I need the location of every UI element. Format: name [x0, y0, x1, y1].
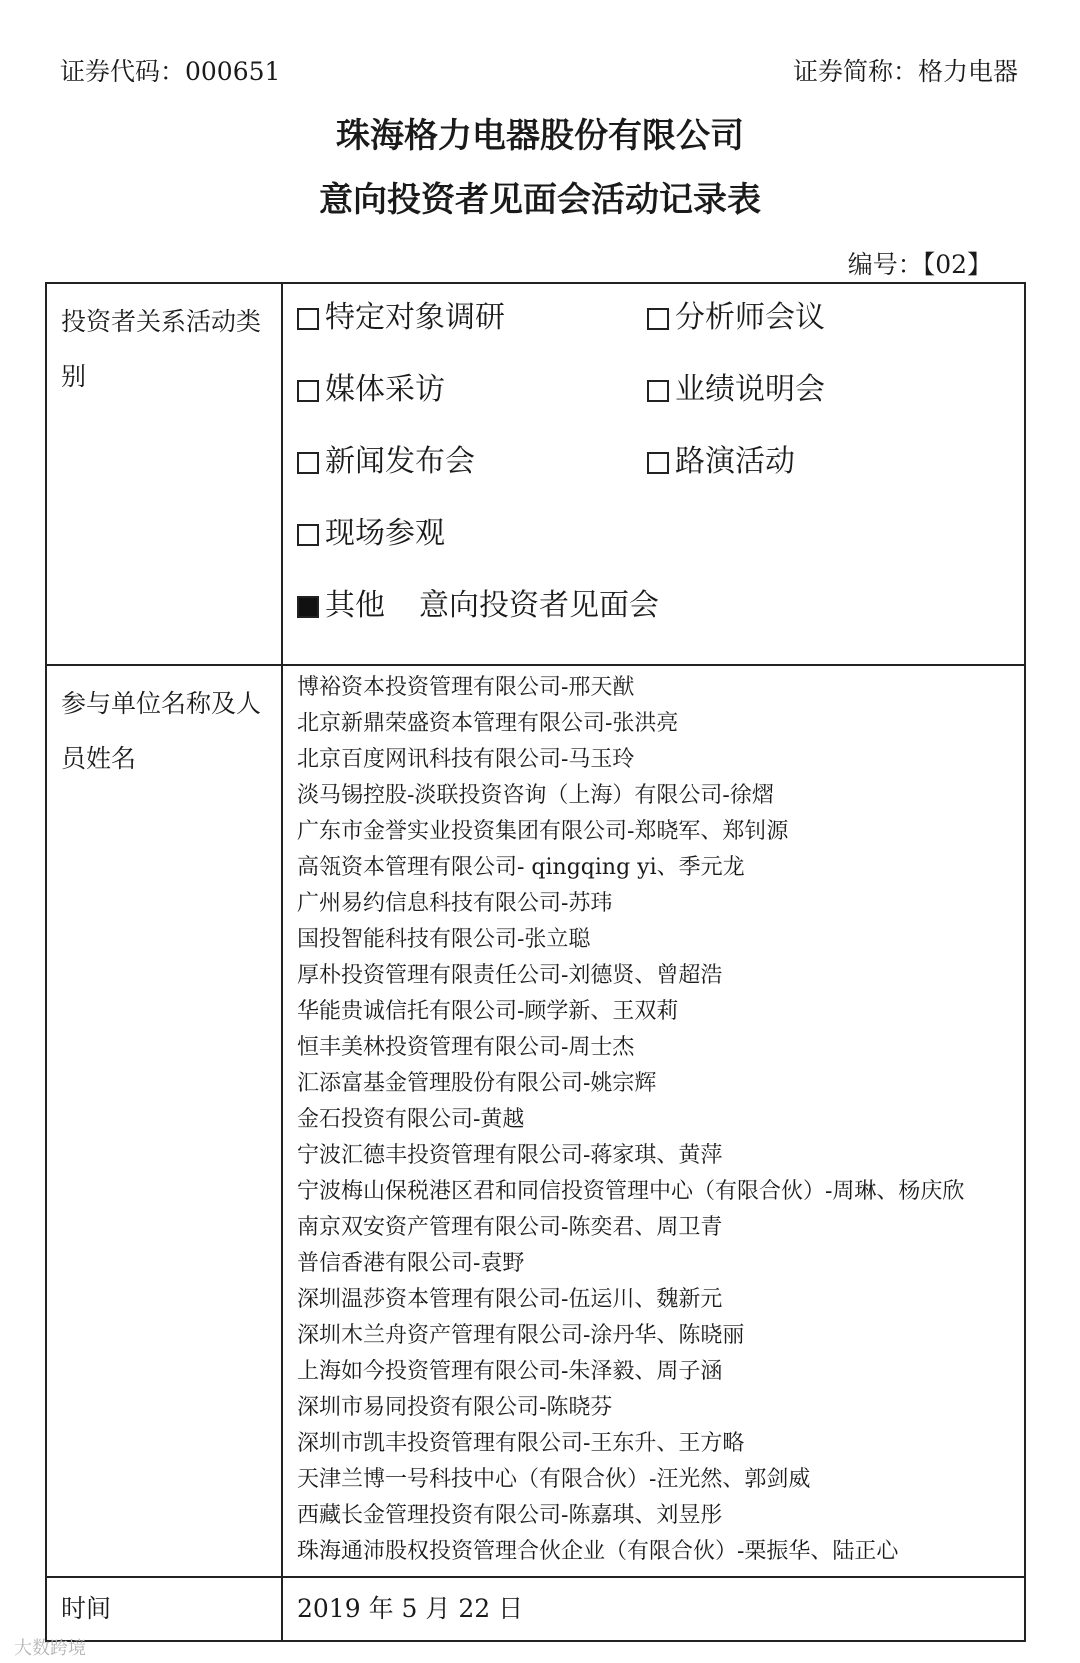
participant-item: 西藏长金管理投资有限公司-陈嘉琪、刘昱彤 [297, 1503, 723, 1528]
activity-label: 投资者关系活动类别 [46, 283, 282, 665]
participant-item: 广州易约信息科技有限公司-苏玮 [297, 891, 613, 916]
activity-option [647, 442, 997, 514]
activity-option [297, 442, 647, 514]
company-title: 珠海格力电器股份有限公司 [336, 116, 744, 156]
activity-option [297, 514, 647, 586]
activity-option [297, 298, 647, 370]
participant-item: 南京双安资产管理有限公司-陈奕君、周卫青 [297, 1215, 723, 1240]
activity-option-label: 特定对象调研 [325, 300, 505, 335]
time-row [46, 1577, 1025, 1641]
activity-option-label: 新闻发布会 [325, 444, 475, 479]
activity-option-label: 现场参观 [325, 516, 445, 551]
participant-item: 淡马锡控股-淡联投资咨询（上海）有限公司-徐熠 [297, 783, 774, 808]
participant-item: 深圳市易同投资有限公司-陈晓芬 [297, 1395, 613, 1420]
activity-option-label: 路演活动 [675, 444, 795, 479]
participants-label: 参与单位名称及人员姓名 [46, 665, 282, 1577]
activity-option-label: 媒体采访 [325, 372, 445, 407]
checkbox-icon [647, 380, 669, 402]
participants-cell [282, 665, 1025, 1577]
activity-option-label: 分析师会议 [675, 300, 825, 335]
activity-option-label: 业绩说明会 [675, 372, 825, 407]
time-label: 时间 [46, 1577, 282, 1641]
activity-option [647, 298, 997, 370]
activity-options [283, 284, 1024, 664]
activity-options-cell [282, 283, 1025, 665]
time-value: 2019 年 5 月 22 日 [297, 1594, 524, 1623]
participant-item: 高瓴资本管理有限公司- qingqing yi、季元龙 [297, 855, 745, 880]
participant-item: 宁波梅山保税港区君和同信投资管理中心（有限合伙）-周琳、杨庆欣 [297, 1179, 965, 1204]
activity-option [297, 370, 647, 442]
participant-item: 深圳木兰舟资产管理有限公司-涂丹华、陈晓丽 [297, 1323, 745, 1348]
participant-item: 汇添富基金管理股份有限公司-姚宗辉 [297, 1071, 657, 1096]
participant-item: 上海如今投资管理有限公司-朱泽毅、周子涵 [297, 1359, 723, 1384]
checkbox-icon [297, 452, 319, 474]
participant-item: 天津兰博一号科技中心（有限合伙）-汪光然、郭剑威 [297, 1467, 811, 1492]
participants-row [46, 665, 1025, 1577]
participant-item: 华能贵诚信托有限公司-顾学新、王双莉 [297, 999, 679, 1024]
checkbox-icon [297, 524, 319, 546]
activity-option [647, 370, 997, 442]
participant-item: 普信香港有限公司-袁野 [297, 1251, 525, 1276]
checkbox-icon [297, 380, 319, 402]
participant-item: 国投智能科技有限公司-张立聪 [297, 927, 591, 952]
participant-item: 金石投资有限公司-黄越 [297, 1107, 525, 1132]
participant-item: 深圳市凯丰投资管理有限公司-王东升、王方略 [297, 1431, 745, 1456]
record-table [45, 282, 1026, 1642]
serial-number: 编号：【02】 [847, 250, 992, 279]
checkbox-icon [297, 308, 319, 330]
participant-item: 恒丰美林投资管理有限公司-周士杰 [297, 1035, 635, 1060]
participant-item: 广东市金誉实业投资集团有限公司-郑晓军、郑钊源 [297, 819, 789, 844]
participant-item: 北京新鼎荣盛资本管理有限公司-张洪亮 [297, 711, 679, 736]
checkbox-icon [647, 308, 669, 330]
stock-name: 证券简称：格力电器 [792, 57, 1018, 86]
participant-item: 博裕资本投资管理有限公司-邢天猷 [297, 675, 635, 700]
document-title: 意向投资者见面会活动记录表 [319, 180, 761, 220]
checkbox-icon [647, 452, 669, 474]
participant-item: 厚朴投资管理有限责任公司-刘德贤、曾超浩 [297, 963, 723, 988]
stock-code: 证券代码：000651 [60, 57, 281, 86]
time-cell [282, 1577, 1025, 1641]
watermark: 大数跨境 [14, 1638, 86, 1659]
participant-item: 宁波汇德丰投资管理有限公司-蒋家琪、黄萍 [297, 1143, 723, 1168]
participants-list [283, 666, 1024, 1576]
participant-item: 珠海通沛股权投资管理合伙企业（有限合伙）-栗振华、陆正心 [297, 1539, 899, 1564]
participant-item: 北京百度网讯科技有限公司-马玉玲 [297, 747, 635, 772]
participant-item: 深圳温莎资本管理有限公司-伍运川、魏新元 [297, 1287, 723, 1312]
activity-option-label: 其他 [325, 588, 385, 623]
activity-other-detail: 意向投资者见面会 [419, 588, 659, 623]
activity-option-other [297, 586, 997, 658]
activity-row [46, 283, 1025, 665]
checked-box-icon [297, 596, 319, 618]
